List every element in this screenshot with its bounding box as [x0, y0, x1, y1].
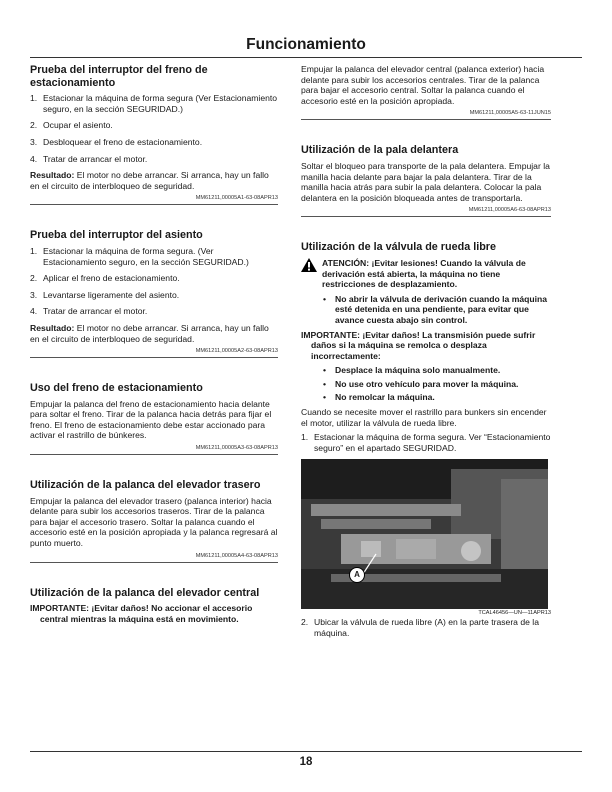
warning-block	[301, 258, 551, 290]
title-divider	[30, 57, 582, 58]
step-item	[30, 306, 278, 317]
result-text: El motor no debe arrancar. Si arranca, hay un fallo en el circuito de interbloqueo de seguridad.	[30, 322, 269, 344]
step-number: 4.	[30, 153, 38, 164]
step-number: 4.	[30, 306, 38, 317]
steps-list	[30, 246, 278, 317]
result-label: Resultado:	[30, 322, 75, 333]
figure-caption: TCAL46456—UN—11APR13	[478, 610, 551, 617]
figure-callout-a: A	[349, 567, 365, 583]
step-number: 2.	[30, 120, 38, 131]
section-front-blade	[301, 144, 551, 217]
section-body: Empujar la palanca del elevador central (palanca exterior) hacia delante para subir los accesorios centrales. Tirar de la palanca para bajar el accesorio central. Soltar la palanca cuando el accesorio esté en la posición apropiada.	[301, 64, 545, 106]
steps-list	[301, 432, 551, 453]
step-text: Tratar de arrancar el motor.	[43, 153, 148, 164]
step-number: 3.	[30, 289, 38, 300]
important-bullet-item: • Desplace la máquina solo manualmente.	[301, 365, 551, 376]
step-item	[30, 120, 278, 131]
section-center-lift-lever	[30, 587, 278, 625]
reference-code: MM61211,00005A2-63-08APR13	[195, 348, 278, 355]
step-text: Estacionar la máquina de forma segura (Ver Estacionamiento seguro, en la sección SEGURIDAD.)	[43, 93, 278, 114]
important-notice: IMPORTANTE: ¡Evitar daños! No accionar el accesorio central mientras la máquina está en movimiento.	[30, 603, 253, 624]
right-column	[301, 64, 551, 645]
important-bullet-item: • No use otro vehículo para mover la máquina.	[301, 379, 551, 390]
step-text: Estacionar la máquina de forma segura. Ver “Estacionamiento seguro” en el apartado SEGURIDAD.	[314, 432, 551, 453]
freewheel-valve-photo	[301, 459, 548, 609]
section-heading: Utilización de la palanca del elevador central	[30, 586, 260, 599]
section-freewheel-valve	[301, 241, 551, 638]
result-paragraph	[30, 323, 278, 344]
step-number: 3.	[30, 136, 38, 147]
result-text: El motor no debe arrancar. Si arranca, hay un fallo en el circuito de interbloqueo de seguridad.	[30, 170, 269, 191]
reference-code: MM61211,00005A3-63-08APR13	[195, 445, 278, 452]
warning-triangle-icon	[301, 258, 317, 290]
step-text: Levantarse ligeramente del asiento.	[43, 289, 180, 300]
left-column	[30, 64, 278, 628]
section-heading: Prueba del interruptor del asiento	[30, 229, 203, 242]
section-rear-lift-lever	[30, 479, 278, 563]
reference-code: MM61211,00005A4-63-08APR13	[195, 552, 278, 559]
section-heading: Utilización de la pala delantera	[301, 144, 459, 157]
step-item	[30, 154, 278, 165]
step-number: 1.	[301, 432, 309, 443]
intro-paragraph: Cuando se necesite mover el rastrillo para bunkers sin encender el motor, utilizar la válvula de rueda libre.	[301, 407, 547, 428]
step-number: 1.	[30, 93, 38, 104]
step-text: Aplicar el freno de estacionamiento.	[43, 273, 180, 284]
important-bullet-item: • No remolcar la máquina.	[301, 392, 551, 403]
step-text: Desbloquear el freno de estacionamiento.	[43, 136, 203, 147]
section-body: Empujar la palanca del elevador trasero (palanca interior) hacia delante para subir los accesorios traseros. Tirar de la palanca para bajar el accesorio trasero. Soltar la palanca cuando el accesorio esté en la posición apropiada y la palanca regresará al punto muerto.	[30, 495, 278, 549]
section-heading: Utilización de la palanca del elevador trasero	[30, 479, 261, 492]
step-text: Ubicar la válvula de rueda libre (A) en la parte trasera de la máquina.	[314, 617, 539, 639]
step-text: Tratar de arrancar el motor.	[43, 306, 148, 317]
warning-bullets	[301, 294, 551, 326]
step-number: 2.	[301, 617, 309, 628]
reference-code: MM61211,00005A6-63-08APR13	[468, 207, 551, 214]
warning-text: ATENCIÓN: ¡Evitar lesiones! Cuando la válvula de derivación está abierta, la máquina no tiene restricciones de desplazamiento.	[322, 257, 526, 290]
result-label: Resultado:	[30, 170, 75, 181]
step-item	[301, 432, 551, 453]
step-number: 1.	[30, 245, 38, 256]
page-title: Funcionamiento	[246, 36, 366, 53]
step-item	[30, 93, 278, 114]
section-heading: Utilización de la válvula de rueda libre	[301, 241, 497, 254]
reference-code: MM61211,00005A5-63-11JUN15	[469, 110, 551, 117]
section-heading: Prueba del interruptor del freno de estacionamiento	[30, 64, 208, 89]
important-notice: IMPORTANTE: ¡Evitar daños! La transmisión puede sufrir daños si la máquina se remolca o desplaza incorrectamente:	[301, 329, 536, 361]
steps-list	[30, 93, 278, 164]
footer-divider	[30, 751, 582, 752]
section-heading: Uso del freno de estacionamiento	[30, 382, 203, 395]
step-text: Estacionar la máquina de forma segura. (Ver Estacionamiento seguro, en la sección SEGURIDAD.)	[43, 245, 249, 267]
step-item	[30, 137, 278, 148]
important-bullets	[301, 365, 551, 403]
section-body: Empujar la palanca del freno de estacionamiento hacia delante para soltar el freno. Tirar de la palanca hacia detrás para fijar el freno. El freno de estacionamiento debe estar accionado para activar el rastrillo de búnkeres.	[30, 398, 272, 441]
reference-code: MM61211,00005A1-63-08APR13	[195, 195, 278, 202]
step-item	[301, 617, 551, 638]
section-parking-brake-use	[30, 382, 278, 455]
machine-photo-illustration	[301, 459, 548, 609]
step-item	[30, 246, 278, 267]
steps-list	[301, 617, 551, 638]
result-paragraph	[30, 170, 278, 191]
section-body: Soltar el bloqueo para transporte de la pala delantera. Empujar la manilla hacia delante para bajar la pala delantera. Tirar de la manilla hacia atrás para subir la pala delantera. Colocar la pala delantera en la posición bloqueada antes de transportarla.	[301, 160, 550, 203]
section-seat-switch-test	[30, 229, 278, 358]
step-text: Ocupar el asiento.	[43, 120, 113, 131]
section-parking-brake-switch-test	[30, 64, 278, 205]
section-center-lift-lever-continued	[301, 64, 551, 120]
page-number: 18	[299, 756, 313, 768]
step-item	[30, 290, 278, 301]
warning-bullet-item: • No abrir la válvula de derivación cuando la máquina esté detenida en una pendiente, para evitar que avance cuesta abajo sin control.	[301, 294, 551, 326]
step-number: 2.	[30, 273, 38, 284]
step-item	[30, 273, 278, 284]
